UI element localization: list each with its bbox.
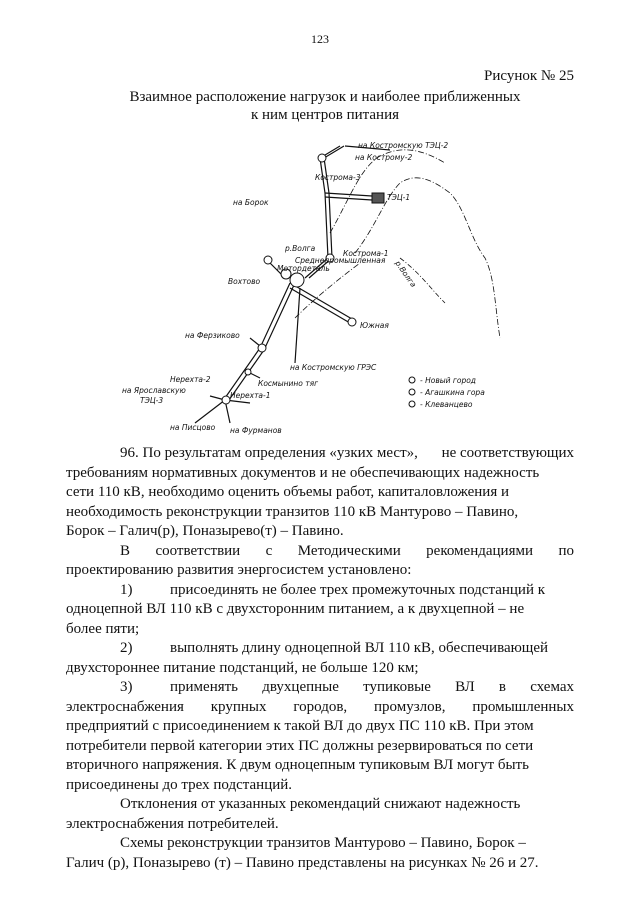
label-kostroma2: на Кострому-2 xyxy=(355,153,413,162)
paragraph-96-line xyxy=(66,444,574,464)
paragraph-96-line: сети 110 кВ, необходимо оценить объемы работ, капиталовложения и xyxy=(66,484,509,500)
list-item-1-line: одноцепной ВЛ 110 кВ с двухсторонним питанием, а к двухцепной – не xyxy=(66,601,525,617)
text-run: применять xyxy=(170,679,239,695)
list-item-2 xyxy=(66,639,574,659)
label-r-volga-2: р.Волга xyxy=(393,258,419,289)
legend-item: - Агашкина гора xyxy=(420,388,485,397)
text-run: городов, xyxy=(293,698,348,715)
label-tec1: ТЭЦ-1 xyxy=(387,193,411,202)
label-kostroma1: Кострома-1 xyxy=(343,249,389,258)
text-run: Методическими xyxy=(297,542,401,559)
text-run: В xyxy=(120,542,131,559)
list-item-3 xyxy=(66,678,574,698)
schemes-line: Схемы реконструкции транзитов Мантурово – Павино, Борок – xyxy=(120,835,526,851)
list-item-3-line: предприятий с присоединением к такой ВЛ до двух ПС 110 кВ. При этом xyxy=(66,718,534,734)
paragraph-96-line: необходимость реконструкции транзитов 110 кВ Мантурово – Павино, xyxy=(66,503,519,520)
legend-item: - Клеванцево xyxy=(420,400,473,409)
list-item-3-line: присоединены до трех подстанций. xyxy=(66,776,293,793)
list-text: выполнять длину одноцепной ВЛ 110 кВ, обеспечивающей xyxy=(170,640,549,656)
text-run: промышленных xyxy=(472,698,574,715)
methodics-line: проектированию развития энергосистем установлено: xyxy=(66,562,412,578)
page-number: 123 xyxy=(311,32,329,46)
text-run: в xyxy=(498,679,506,695)
text-run: соответствии xyxy=(155,542,241,559)
body-text xyxy=(66,444,574,873)
list-item-3-line: потребители первой категории этих ПС должны резервироваться по сети xyxy=(66,737,534,754)
label-motordetal: Мотордеталь xyxy=(277,264,330,273)
label-kostroma-tec2: на Костромскую ТЭЦ-2 xyxy=(358,141,449,150)
text-run: не соответствующих xyxy=(441,445,574,461)
paragraph-96-line: Борок – Галич(р), Поназырево(т) – Павино. xyxy=(66,523,344,539)
list-number: 1) xyxy=(120,581,133,598)
label-sredneprom: Среднепромышленная xyxy=(295,256,386,265)
river-bank xyxy=(330,150,445,233)
label-volga: р.Волга xyxy=(285,244,316,253)
legend-item: - Новый город xyxy=(420,376,476,385)
schemes-line: Галич (р), Поназырево (т) – Павино представлены на рисунках № 26 и 27. xyxy=(66,854,539,871)
methodics-line xyxy=(66,542,574,562)
text-run: тупиковые xyxy=(363,679,431,695)
list-number: 2) xyxy=(120,640,133,656)
network-scheme-diagram xyxy=(100,138,570,438)
text-run: с xyxy=(265,542,273,559)
label-borok: на Борок xyxy=(233,198,269,207)
list-text xyxy=(170,678,574,698)
label-furmanov: на Фурманов xyxy=(230,426,282,435)
figure-title xyxy=(90,88,560,124)
deviation-line: Отклонения от указанных рекомендаций снижают надежность xyxy=(120,796,521,812)
label-vokhtovo: Вохтово xyxy=(228,277,261,286)
label-ferzikovo: на Ферзиково xyxy=(185,331,240,340)
paragraph-96-line: требованиям нормативных документов и не обеспечивающих надежность xyxy=(66,464,540,481)
label-yaroslavl: на Ярославскую xyxy=(122,386,186,395)
text-run: ВЛ xyxy=(455,679,475,695)
label-kostroma3: Кострома-3 xyxy=(315,173,361,182)
label-tec3: ТЭЦ-3 xyxy=(140,396,164,405)
list-number: 3) xyxy=(120,679,133,695)
text-run: схемах xyxy=(530,679,574,695)
label-kostroma-gres: на Костромскую ГРЭС xyxy=(290,363,377,372)
text-run: рекомендациями xyxy=(426,542,533,559)
label-kosmynino: Космынино тяг xyxy=(258,379,319,388)
list-item-1 xyxy=(66,581,574,601)
text-run: промузлов, xyxy=(374,698,446,715)
legend xyxy=(409,376,485,409)
label-yuzhnaya: Южная xyxy=(360,321,389,330)
text-run: крупных xyxy=(210,698,267,715)
text-run: по xyxy=(558,542,574,559)
list-item-3-line: вторичного напряжения. К двум одноцепным тупиковым ВЛ могут быть xyxy=(66,757,529,773)
list-item-1-line: более пяти; xyxy=(66,620,140,637)
figure-label: Рисунок № 25 xyxy=(484,68,574,84)
label-pistsovo: на Писцово xyxy=(170,423,216,432)
figure-title-line-1: Взаимное расположение нагрузок и наиболее приближенных xyxy=(129,89,521,105)
label-nerekhta1: Нерехта-1 xyxy=(230,391,271,400)
deviation-line: электроснабжения потребителей. xyxy=(66,815,279,832)
list-text: присоединять не более трех промежуточных подстанций к xyxy=(170,581,546,598)
text-run: электроснабжения xyxy=(66,698,184,715)
list-item-2-line: двухстороннее питание подстанций, не больше 120 км; xyxy=(66,659,419,676)
text-run: двухцепные xyxy=(262,679,339,695)
text-run: 96. По результатам определения «узких мест», xyxy=(120,445,418,461)
list-item-3-line xyxy=(66,698,574,718)
label-nerekhta2: Нерехта-2 xyxy=(170,375,211,384)
figure-title-line-2: к ним центров питания xyxy=(250,107,400,123)
